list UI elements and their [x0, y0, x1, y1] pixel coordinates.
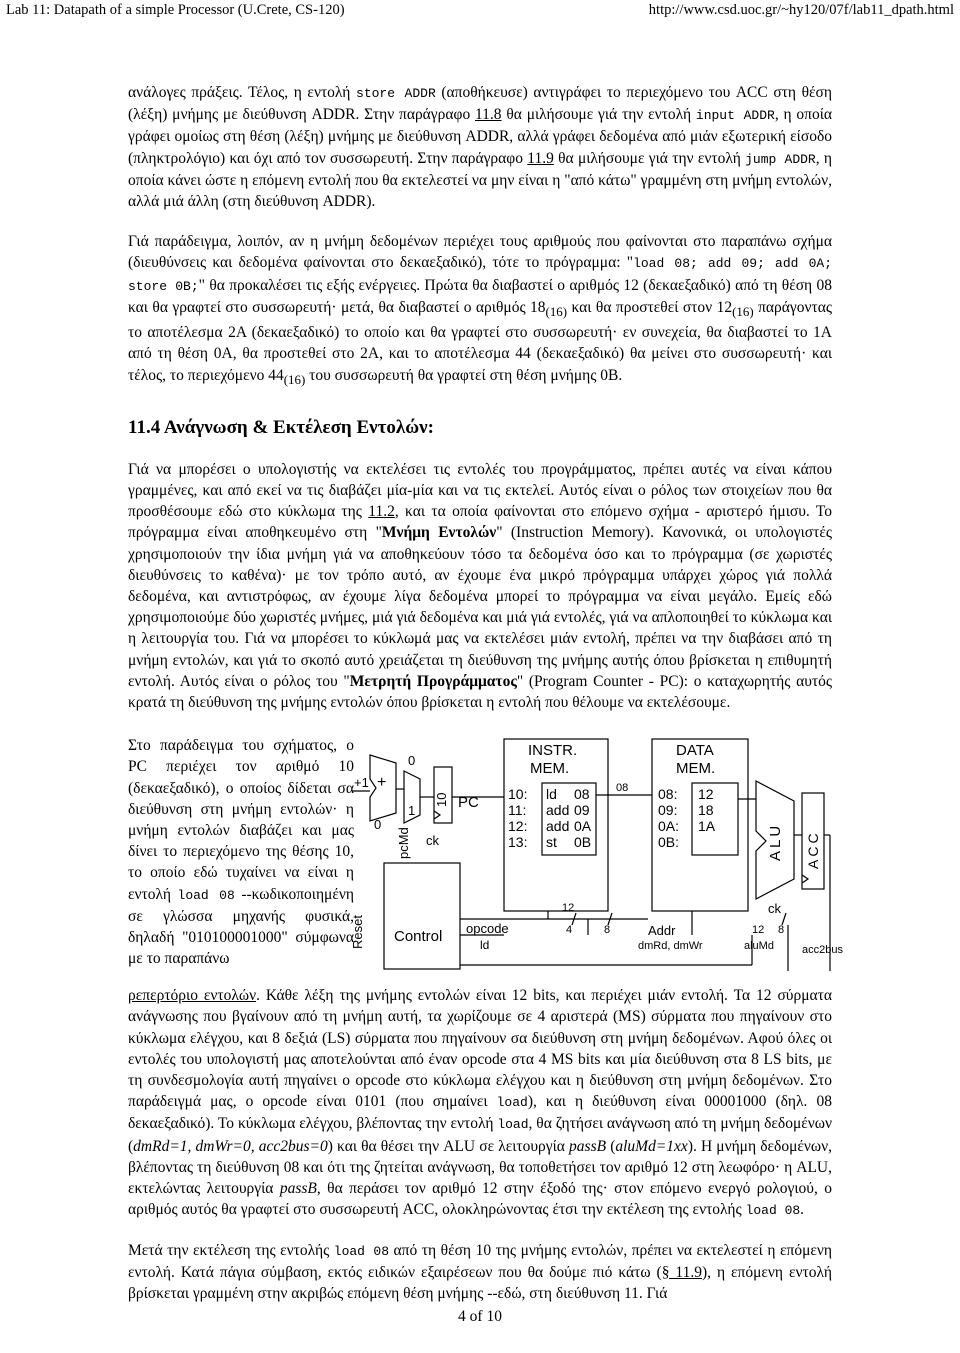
- acc-label: ACC: [805, 830, 821, 870]
- instr-address: 13:: [508, 834, 528, 851]
- instr-mem-title-2: MEM.: [530, 760, 570, 778]
- subscript: (16): [732, 303, 754, 319]
- text: . Κάθε λέξη της μνήμης εντολών είναι 12 bits, και περιέχει μιάν εντολή. Τα 12 σύρματα ανάγνωσης που βγαίνουν από τη μνήμη αυτή, τα χωρίζουμε σε 4 αριστερά (MS) σύρματα που πηγαίνουν στο κύκλωμα ελέγχου, και 8 δεξιά (LS) σύρματα που πηγαίνουν σα διεύθυνση στη μνήμη δεδομένων. Αφού όλες οι εντολές του υπολογιστή μας αποτελούνται από έναν opcode στα 4 MS bits και μία διεύθυνση στα 8 LS bits, με τη συνδεσμολογία αυτή πηγαίνει ο opcode στο κύκλωμα ελέγχου και η διεύθυνση στη μνήμη δεδομένων. Στο παράδειγμά μας, ο opcode είναι 0101 (που σημαίνει: [128, 987, 832, 1111]
- wire-width-12b: 12: [752, 924, 765, 937]
- data-mem-title-2: MEM.: [676, 760, 716, 778]
- paragraph-3: [128, 459, 832, 713]
- figure-block: [128, 735, 843, 991]
- text: Μετά την εκτέλεση της εντολής: [128, 1241, 334, 1259]
- link-instruction-repertoire[interactable]: ρεπερτόριο εντολών: [128, 987, 257, 1005]
- wire-value-08: 08: [616, 782, 629, 795]
- pc-clock-mark: [434, 811, 440, 819]
- wire-width-8: 8: [604, 924, 611, 937]
- page-number: 4 of 10: [458, 1308, 502, 1325]
- instr-opcode: add: [546, 818, 570, 835]
- wire-width-4: 4: [566, 924, 573, 937]
- instr-address: 11:: [508, 802, 527, 819]
- paragraph-4-start: [128, 735, 354, 969]
- addr-label: Addr: [648, 923, 676, 939]
- text: του συσσωρευτή θα γραφτεί στη θέση μνήμης 0B.: [305, 366, 623, 384]
- text: , θα ζητήσει ανάγνωση από τη μνήμη δεδομένων (: [128, 1115, 832, 1155]
- header-title: Lab 11: Datapath of a simple Processor (U.Crete, CS-120): [6, 2, 345, 18]
- text: ) και θα θέσει την ALU σε λειτουργία: [327, 1137, 570, 1155]
- data-address: 0A:: [658, 818, 680, 835]
- mux-zero-label: 0: [374, 817, 382, 833]
- text: Γιά παράδειγμα, λοιπόν, αν η μνήμη δεδομένων περιέχει τους αριθμούς που φαίνονται στο παραπάνω σχήμα (διευθύνσεις και δεδομένα φαίνονται στο δεκαεξαδικό), τότε το πρόγραμμα: ": [128, 233, 832, 272]
- control-label: Control: [394, 928, 443, 946]
- text: Στο παράδειγμα του σχήματος, ο PC περιέχει τον αριθμό 10 (δεκαεξαδικό), ο οποίος δίδεται σα διεύθυνση στη μνήμη εντολών· η μνήμη εντολών διαβάζει και μας δίνει το περιεχόμενο της θέσης 10, το οποίο εδώ τυχαίνει να είναι η εντολή: [128, 737, 354, 903]
- link-section-11-8[interactable]: 11.8: [475, 106, 502, 124]
- dm-control-label: dmRd, dmWr: [638, 940, 703, 953]
- pc-value-label: 10: [434, 792, 449, 808]
- plus-one-label: +1: [354, 775, 369, 791]
- text: " θα προκαλέσει τις εξής ενέργειες. Πρώτα θα διαβαστεί ο αριθμός 12 (δεκαεξαδικό) από τη θέση 08 και θα γραφτεί στο συσσωρευτή· μετά, θα διαβαστεί ο αριθμός 18: [128, 276, 832, 316]
- instr-argument: 08: [574, 786, 590, 803]
- text: --κωδικοποιημένη σε γλώσσα μηχανής φυσικά, δηλαδή "010100001000" σύμφωνα με το παραπάνω: [128, 885, 354, 968]
- datapath-diagram: [348, 735, 843, 985]
- paragraph-2: [128, 231, 832, 390]
- text: ), και η διεύθυνση είναι 00001000 (δηλ. 08 δεκαεξαδικό). Το κύκλωμα ελέγχου, βλέποντας την εντολή: [128, 1093, 832, 1133]
- paragraph-4-continued: [128, 985, 832, 1221]
- code-jump-addr: jump ADDR: [745, 151, 816, 167]
- subscript: (16): [283, 371, 306, 387]
- text: ), η επόμενη εντολή βρίσκεται γραμμένη στην ακριβώς επόμενη θέση μνήμης --εδώ, στη διεύθυνση 11. Γιά: [128, 1263, 832, 1302]
- instr-argument: 0B: [574, 834, 592, 851]
- text: ανάλογες πράξεις. Τέλος, η εντολή: [128, 84, 357, 101]
- italic-passb: passB: [279, 1180, 317, 1198]
- bold-term: Μετρητή Προγράμματος: [349, 672, 517, 690]
- code-load-08: load 08: [177, 887, 235, 903]
- link-section-11-9[interactable]: § 11.9: [661, 1263, 702, 1281]
- instr-argument: 0A: [574, 818, 592, 835]
- text: (: [606, 1137, 616, 1155]
- instr-address: 12:: [508, 818, 528, 835]
- alumd-label: aluMd: [744, 940, 774, 953]
- data-address: 0B:: [658, 834, 680, 851]
- text: παράγοντας το αποτέλεσμα 2A (δεκαεξαδικό) το οποίο και θα γραφτεί στο συσσωρευτή· εν συνεχεία, θα διαβαστεί το 1A από τη θέση 0A, θα προστεθεί στο 2A, και το αποτέλεσμα 44 (δεκαεξαδικό) θα μείνει στο συσσωρευτή· και τέλος, το περιεχόμενο 44: [128, 298, 832, 384]
- link-section-11-9[interactable]: 11.9: [527, 149, 554, 167]
- ld-label: ld: [480, 938, 490, 953]
- instr-mem-title-1: INSTR.: [528, 742, 578, 760]
- text: , η οποία γράφει ομοίως στη θέση (λέξη) μνήμης με διεύθυνση ADDR, αλλά γράφει δεδομένα από μιάν εξωτερική είσοδο (πληκτρολόγιο) και όχι από τον συσσωρευτή. Στην παράγραφο: [128, 106, 833, 167]
- text: , η οποία κάνει ώστε η επόμενη εντολή που θα εκτελεστεί να μην είναι η "από κάτω" γραμμένη στη μνήμη εντολών, αλλά μιά άλλη (στη διεύθυνση ADDR).: [128, 149, 832, 211]
- data-value: 1A: [698, 818, 716, 835]
- subscript: (16): [545, 303, 568, 319]
- italic-signals: dmRd=1, dmWr=0, acc2bus=0: [133, 1137, 328, 1155]
- bold-term: Μνήμη Εντολών: [381, 524, 497, 542]
- section-heading: 11.4 Ανάγνωση & Εκτέλεση Εντολών:: [128, 416, 434, 438]
- data-value: 12: [698, 786, 714, 803]
- text: .: [800, 1201, 805, 1219]
- paragraph-1: [128, 82, 832, 212]
- alu-label: ALU: [767, 823, 784, 862]
- text: " (Program Counter - PC): ο καταχωρητής αυτός κρατά τη διεύθυνση της μνήμης εντολών όπου βρίσκεται η εντολή που θέλουμε να εκτελέσουμε.: [128, 672, 832, 712]
- italic-alumd: aluMd=1xx: [615, 1137, 688, 1155]
- link-section-11-2[interactable]: 11.2: [368, 503, 395, 521]
- text: , και τα οποία φαίνονται στο επόμενο σχήμα - αριστερό ήμισυ. Το πρόγραμμα είναι αποθηκευμένο στη ": [128, 503, 832, 542]
- text: και θα προστεθεί στον 12: [567, 298, 733, 316]
- pcmd-label: pcMd: [396, 827, 411, 860]
- data-address: 09:: [658, 802, 678, 819]
- text: θα μιλήσουμε γιά την εντολή: [553, 149, 746, 167]
- text: (αποθήκευσε) αντιγράφει το περιεχόμενο του ACC στη θέση (λέξη) μνήμης με διεύθυνση ADDR. Στην παράγραφο: [128, 84, 833, 124]
- code-input-addr: input ADDR: [695, 108, 775, 124]
- instruction-memory-contents: [508, 786, 592, 850]
- text: από τη θέση 10 της μνήμης εντολών, πρέπει να εκτελεστεί η επόμενη εντολή. Κατά πάγια σύμβαση, εκτός ειδικών εξαιρέσεων που θα δούμε πιό κάτω (: [128, 1241, 832, 1281]
- text: , θα περάσει τον αριθμό 12 στην έξοδό της· στον επόμενο ενεργό ρολογιού, ο αριθμός αυτός θα γραφτεί στο συσσωρευτή ACC, ολοκληρώνοντας έτσι την εκτέλεση της εντολής: [128, 1180, 832, 1219]
- acc-clock-label: ck: [768, 901, 781, 917]
- mux-input-1-label: 1: [408, 803, 416, 819]
- code-load: load: [497, 1117, 529, 1133]
- text: ). Η μνήμη δεδομένων, βλέποντας τη διεύθυνση 08 και ότι της ζητείται ανάγνωση, θα τοποθετήσει τον αριθμό 12 στη λεωφόρο· η ALU, εκτελώντας λειτουργία: [128, 1137, 832, 1198]
- page-header: [6, 2, 954, 22]
- data-value: 18: [698, 802, 714, 819]
- document-body: [128, 82, 843, 1304]
- code-store-addr: store ADDR: [356, 86, 436, 101]
- pc-label: PC: [458, 794, 479, 812]
- instr-opcode: add: [546, 802, 570, 819]
- data-mem-title-1: DATA: [676, 742, 714, 760]
- data-memory-contents: [658, 786, 716, 850]
- code-program: load 08; add 09; add 0A; store 0B;: [128, 256, 832, 294]
- acc2bus-label: acc2bus: [802, 944, 843, 957]
- wire-width-8b: 8: [778, 924, 785, 937]
- instr-opcode: st: [546, 834, 557, 851]
- reset-label: Reset: [350, 915, 365, 950]
- text: " (Instruction Memory). Κανονικά, οι υπολογιστές χρησιμοποιούν την ίδια μνήμη γιά να αποθηκεύουν τόσο τα δεδομένα όσο και το πρόγραμμα (σε χωριστές διευθύνσεις το καθένα)· με τον τρόπο αυτό, αν έχουμε ένα μικρό πρόγραμμα υπάρχει χώρος γιά πολλά δεδομένα, και αντιστρόφως, αν έχουμε λίγα δεδομένα μπορεί το πρόγραμμα να είναι μεγάλο. Εμείς εδώ χρησιμοποιούμε δύο χωριστές μνήμες, μιά γιά δεδομένα και μιά γιά εντολές, γιά να απλοποιηθεί το κύκλωμα και η λειτουργία του. Γιά να μπορέσει το κύκλωμά μας να εκτελέσει μιάν εντολή, πρέπει να την διαβάσει από τη μνήμη εντολών, και γιά το σκοπό αυτό χρειάζεται τη διεύθυνση της μνήμης αυτής όπου βρίσκεται η επιθυμητή εντολή. Αυτός είναι ο ρόλος του ": [128, 524, 832, 690]
- opcode-label: opcode: [466, 921, 509, 937]
- instr-argument: 09: [574, 802, 590, 819]
- pc-clock-label: ck: [426, 833, 439, 849]
- mux-input-0-label: 0: [408, 753, 416, 769]
- header-url: http://www.csd.uoc.gr/~hy120/07f/lab11_dpath.html: [648, 2, 954, 18]
- code-load: load: [496, 1095, 528, 1111]
- paragraph-5: [128, 1240, 832, 1305]
- italic-passb: passB: [569, 1137, 607, 1155]
- control-box: [384, 863, 460, 969]
- code-load-08: load 08: [745, 1203, 801, 1219]
- wire-width-12: 12: [562, 902, 575, 915]
- text: θα μιλήσουμε γιά την εντολή: [501, 106, 696, 124]
- plus-label: +: [377, 774, 387, 792]
- instr-opcode: ld: [546, 786, 557, 803]
- figure-side-text: [128, 735, 354, 969]
- text: Γιά να μπορέσει ο υπολογιστής να εκτελέσει τις εντολές του προγράμματος, πρέπει αυτές να είναι κάπου γραμμένες, και από εκεί να τις διαβάζει μία-μία και να τις εκτελεί. Αυτός είναι ο ρόλος των στοιχείων που θα προσθέσουμε εδώ στο κύκλωμα της: [128, 460, 832, 521]
- instr-address: 10:: [508, 786, 528, 803]
- code-load-08: load 08: [333, 1243, 390, 1259]
- acc-clock-mark: [802, 875, 808, 883]
- data-address: 08:: [658, 786, 678, 803]
